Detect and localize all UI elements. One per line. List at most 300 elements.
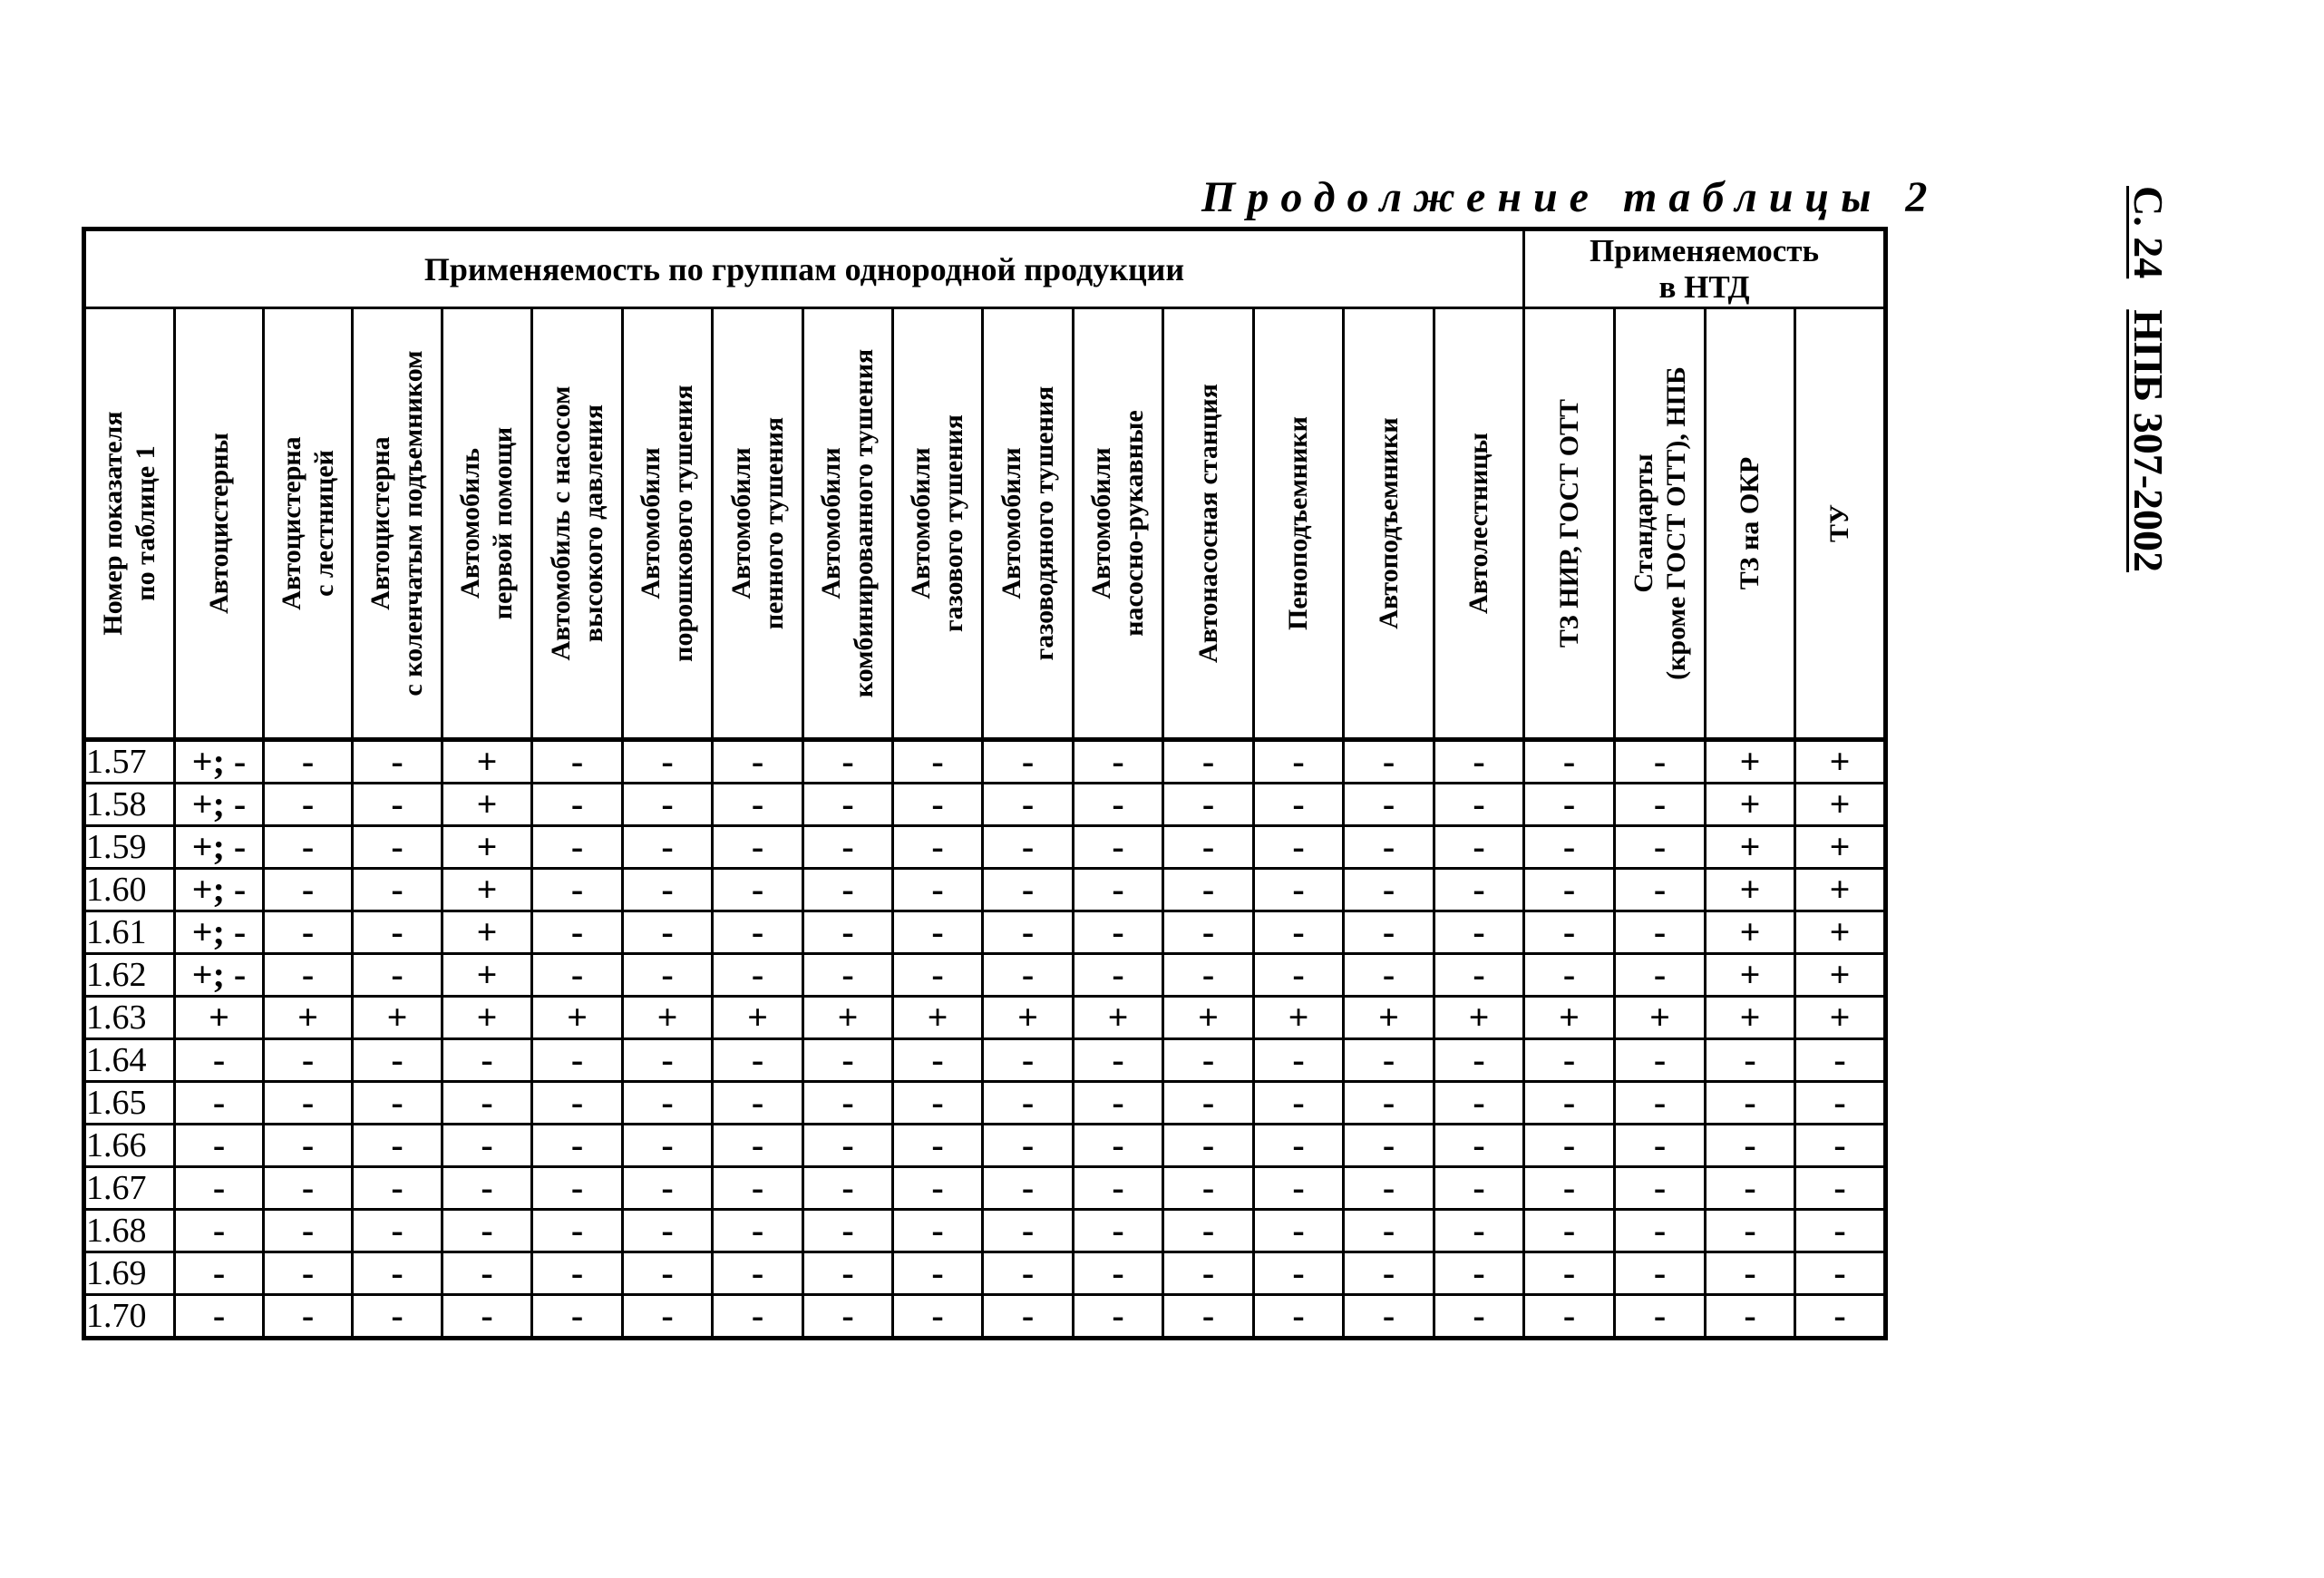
- applicability-cell: +: [713, 997, 803, 1039]
- applicability-cell: -: [713, 869, 803, 911]
- table-row: [84, 954, 1886, 997]
- column-header: [353, 308, 442, 740]
- column-header: [1074, 308, 1163, 740]
- applicability-cell: -: [1615, 740, 1706, 784]
- column-header-label: [1085, 315, 1151, 732]
- applicability-cell: -: [1615, 1082, 1706, 1125]
- column-header-label: [1553, 315, 1586, 732]
- applicability-cell: -: [353, 1082, 442, 1125]
- table-continuation-label: Продолжение таблицы 2: [1201, 173, 1940, 221]
- applicability-cell: -: [713, 1167, 803, 1210]
- column-header-line: Автомобили: [996, 447, 1026, 599]
- applicability-cell: -: [532, 869, 623, 911]
- column-header-label: [905, 315, 970, 732]
- column-header-label: [454, 315, 520, 732]
- applicability-cell: -: [264, 826, 353, 869]
- applicability-cell: -: [893, 869, 983, 911]
- applicability-cell: -: [264, 1252, 353, 1295]
- applicability-cell: -: [803, 1039, 893, 1082]
- column-header-line: первой помощи: [488, 426, 518, 620]
- applicability-cell: +: [893, 997, 983, 1039]
- applicability-cell: -: [983, 1125, 1074, 1167]
- column-header-line: Автомобиль: [455, 448, 485, 599]
- applicability-cell: -: [1344, 1252, 1434, 1295]
- applicability-cell: -: [1434, 1039, 1524, 1082]
- indicator-number: 1.66: [84, 1125, 175, 1167]
- applicability-cell: -: [1795, 1082, 1886, 1125]
- indicator-number: 1.59: [84, 826, 175, 869]
- applicability-cell: -: [713, 1039, 803, 1082]
- applicability-cell: -: [623, 1252, 713, 1295]
- applicability-cell: -: [1524, 740, 1615, 784]
- applicability-cell: -: [442, 1295, 532, 1339]
- applicability-cell: -: [353, 740, 442, 784]
- applicability-cell: -: [532, 740, 623, 784]
- applicability-cell: +: [1706, 911, 1795, 954]
- applicability-cell: -: [1074, 869, 1163, 911]
- applicability-cell: -: [1524, 1125, 1615, 1167]
- applicability-cell: -: [1524, 1252, 1615, 1295]
- applicability-cell: -: [1254, 1082, 1344, 1125]
- applicability-cell: -: [1344, 1210, 1434, 1252]
- applicability-cell: -: [1163, 1082, 1254, 1125]
- column-header-line: комбинированного тушения: [849, 348, 879, 698]
- applicability-cell: +: [1706, 784, 1795, 826]
- applicability-cell: -: [1254, 1295, 1344, 1339]
- applicability-cell: +: [1344, 997, 1434, 1039]
- column-header-label: [635, 315, 700, 732]
- applicability-cell: -: [1434, 740, 1524, 784]
- indicator-number: 1.58: [84, 784, 175, 826]
- column-header-line: Автомобили: [906, 447, 936, 599]
- applicability-cell: -: [264, 1295, 353, 1339]
- applicability-cell: +; -: [175, 740, 264, 784]
- applicability-cell: -: [1434, 826, 1524, 869]
- applicability-cell: -: [983, 954, 1074, 997]
- applicability-cell: -: [1074, 954, 1163, 997]
- applicability-cell: +: [1795, 784, 1886, 826]
- applicability-cell: -: [1434, 1252, 1524, 1295]
- applicability-cell: -: [623, 1125, 713, 1167]
- applicability-cell: -: [532, 1125, 623, 1167]
- applicability-cell: -: [1344, 826, 1434, 869]
- applicability-cell: -: [1434, 911, 1524, 954]
- column-header-line: Автоцистерна: [276, 436, 306, 610]
- applicability-cell: -: [803, 911, 893, 954]
- applicability-cell: -: [1344, 869, 1434, 911]
- applicability-cell: -: [893, 911, 983, 954]
- applicability-cell: -: [1163, 1167, 1254, 1210]
- applicability-cell: -: [1254, 1210, 1344, 1252]
- applicability-cell: -: [1795, 1252, 1886, 1295]
- ntd-header-line: в НТД: [1658, 268, 1750, 305]
- applicability-cell: -: [264, 954, 353, 997]
- applicability-cell: -: [983, 911, 1074, 954]
- column-header-label: [276, 315, 341, 732]
- applicability-cell: -: [1344, 1082, 1434, 1125]
- applicability-cell: -: [1344, 740, 1434, 784]
- applicability-cell: -: [1074, 1210, 1163, 1252]
- applicability-cell: -: [803, 784, 893, 826]
- applicability-cell: -: [442, 1210, 532, 1252]
- applicability-cell: -: [1254, 1039, 1344, 1082]
- applicability-cell: -: [893, 1295, 983, 1339]
- applicability-cell: -: [1074, 1125, 1163, 1167]
- column-header-label: [996, 315, 1061, 732]
- applicability-cell: -: [175, 1252, 264, 1295]
- applicability-cell: +: [803, 997, 893, 1039]
- applicability-cell: +: [442, 869, 532, 911]
- applicability-cell: -: [1163, 784, 1254, 826]
- ntd-applicability-header: [1524, 229, 1886, 308]
- indicator-number: 1.68: [84, 1210, 175, 1252]
- applicability-cell: -: [1254, 1167, 1344, 1210]
- applicability-cell: -: [532, 954, 623, 997]
- applicability-cell: -: [1524, 869, 1615, 911]
- applicability-cell: -: [1615, 1167, 1706, 1210]
- applicability-cell: -: [532, 1082, 623, 1125]
- indicator-number: 1.70: [84, 1295, 175, 1339]
- applicability-cell: -: [1524, 954, 1615, 997]
- applicability-cell: -: [175, 1167, 264, 1210]
- column-header-line: ТУ: [1824, 503, 1854, 543]
- applicability-cell: +: [1795, 997, 1886, 1039]
- applicability-cell: -: [713, 954, 803, 997]
- applicability-cell: -: [532, 1210, 623, 1252]
- applicability-cell: -: [353, 784, 442, 826]
- table-row: [84, 1039, 1886, 1082]
- applicability-cell: -: [803, 954, 893, 997]
- applicability-cell: -: [1163, 1125, 1254, 1167]
- applicability-cell: +: [983, 997, 1074, 1039]
- applicability-cell: -: [623, 1082, 713, 1125]
- applicability-cell: -: [1706, 1252, 1795, 1295]
- applicability-cell: -: [983, 826, 1074, 869]
- applicability-cell: -: [983, 1082, 1074, 1125]
- applicability-cell: +: [1795, 740, 1886, 784]
- applicability-cell: +: [1706, 869, 1795, 911]
- applicability-cell: -: [1074, 911, 1163, 954]
- column-header-line: Автонасосная станция: [1192, 384, 1223, 663]
- applicability-cell: +; -: [175, 784, 264, 826]
- applicability-cell: -: [1074, 1082, 1163, 1125]
- applicability-cell: -: [1163, 1252, 1254, 1295]
- applicability-cell: -: [1254, 784, 1344, 826]
- page-mark: [2117, 186, 2181, 612]
- applicability-cell: -: [1434, 1210, 1524, 1252]
- applicability-cell: -: [1706, 1167, 1795, 1210]
- column-header: [1615, 308, 1706, 740]
- applicability-cell: -: [1163, 911, 1254, 954]
- column-header-line: Автоподъемники: [1373, 417, 1404, 629]
- applicability-cell: -: [1074, 1039, 1163, 1082]
- applicability-cell: -: [1163, 954, 1254, 997]
- column-header: [1434, 308, 1524, 740]
- applicability-cell: -: [803, 740, 893, 784]
- column-header-line: с лестницей: [308, 450, 339, 597]
- applicability-cell: -: [1254, 1252, 1344, 1295]
- column-header-line: Автолестницы: [1463, 433, 1493, 614]
- applicability-cell: -: [1254, 869, 1344, 911]
- table-row: [84, 740, 1886, 784]
- column-header-label: [1373, 315, 1405, 732]
- applicability-cell: -: [532, 1295, 623, 1339]
- applicability-cell: +: [1706, 954, 1795, 997]
- table-body: [84, 740, 1886, 1339]
- applicability-cell: -: [1706, 1039, 1795, 1082]
- applicability-cell: -: [623, 784, 713, 826]
- applicability-cell: -: [803, 1252, 893, 1295]
- applicability-cell: -: [532, 1039, 623, 1082]
- applicability-cell: -: [264, 1125, 353, 1167]
- column-header-line: Стандарты: [1628, 453, 1658, 593]
- column-header-label: [815, 315, 880, 732]
- applicability-cell: -: [1344, 784, 1434, 826]
- applicability-cell: -: [1524, 1167, 1615, 1210]
- applicability-cell: -: [893, 954, 983, 997]
- applicability-cell: -: [1795, 1210, 1886, 1252]
- applicability-cell: +: [1795, 826, 1886, 869]
- column-header: [1706, 308, 1795, 740]
- applicability-cell: -: [353, 1039, 442, 1082]
- indicator-number: 1.67: [84, 1167, 175, 1210]
- applicability-cell: -: [532, 784, 623, 826]
- applicability-cell: +: [442, 954, 532, 997]
- applicability-cell: -: [1074, 740, 1163, 784]
- applicability-cell: -: [1524, 911, 1615, 954]
- applicability-cell: -: [353, 1125, 442, 1167]
- document-code: НПБ 307-2002: [2125, 309, 2173, 573]
- column-header-line: (кроме ГОСТ ОТТ), НПБ: [1660, 366, 1691, 680]
- applicability-cell: +: [442, 911, 532, 954]
- applicability-cell: -: [353, 1252, 442, 1295]
- applicability-cell: +; -: [175, 911, 264, 954]
- indicator-number: 1.60: [84, 869, 175, 911]
- applicability-cell: -: [532, 911, 623, 954]
- applicability-cell: +; -: [175, 869, 264, 911]
- indicator-number: 1.65: [84, 1082, 175, 1125]
- applicability-cell: -: [353, 954, 442, 997]
- applicability-cell: +; -: [175, 954, 264, 997]
- applicability-cell: -: [983, 1210, 1074, 1252]
- applicability-cell: -: [983, 869, 1074, 911]
- applicability-cell: -: [623, 869, 713, 911]
- applicability-cell: -: [1615, 1252, 1706, 1295]
- applicability-cell: -: [1706, 1295, 1795, 1339]
- column-header-line: порошкового тушения: [668, 385, 698, 662]
- page-number: С. 24: [2125, 186, 2173, 279]
- applicability-cell: -: [264, 869, 353, 911]
- table-row: [84, 1125, 1886, 1167]
- indicator-number: 1.62: [84, 954, 175, 997]
- applicability-cell: +; -: [175, 826, 264, 869]
- table-column-header-row: [84, 308, 1886, 740]
- applicability-cell: -: [1163, 826, 1254, 869]
- applicability-cell: -: [803, 1295, 893, 1339]
- column-header: [84, 308, 175, 740]
- column-header-line: Автоцистерна: [365, 436, 395, 610]
- applicability-cell: +: [1163, 997, 1254, 1039]
- applicability-cell: -: [1163, 1295, 1254, 1339]
- applicability-cell: +: [1434, 997, 1524, 1039]
- applicability-cell: -: [893, 1039, 983, 1082]
- table-row: [84, 1082, 1886, 1125]
- applicability-cell: -: [803, 1210, 893, 1252]
- applicability-cell: -: [1344, 1039, 1434, 1082]
- applicability-cell: -: [983, 1039, 1074, 1082]
- table-group-header-row: [84, 229, 1886, 308]
- applicability-cell: -: [983, 1252, 1074, 1295]
- applicability-cell: -: [623, 826, 713, 869]
- applicability-cell: -: [1795, 1167, 1886, 1210]
- applicability-cell: -: [264, 1210, 353, 1252]
- applicability-cell: -: [1434, 1125, 1524, 1167]
- column-header-line: по таблице 1: [131, 445, 160, 601]
- column-header-line: Автомобили: [1086, 447, 1116, 599]
- applicability-cell: -: [983, 740, 1074, 784]
- column-header-label: [203, 315, 236, 732]
- applicability-cell: +: [1795, 954, 1886, 997]
- applicability-cell: +: [532, 997, 623, 1039]
- applicability-cell: +: [1795, 869, 1886, 911]
- applicability-cell: -: [1254, 954, 1344, 997]
- column-header: [264, 308, 353, 740]
- applicability-cell: -: [803, 1125, 893, 1167]
- applicability-cell: -: [532, 1167, 623, 1210]
- applicability-cell: -: [353, 826, 442, 869]
- applicability-cell: -: [1615, 1039, 1706, 1082]
- applicability-cell: -: [623, 740, 713, 784]
- applicability-cell: -: [1795, 1039, 1886, 1082]
- applicability-cell: -: [1795, 1295, 1886, 1339]
- column-header-line: ТЗ НИР, ГОСТ ОТТ: [1553, 398, 1584, 648]
- table-row: [84, 784, 1886, 826]
- applicability-cell: -: [264, 1167, 353, 1210]
- applicability-cell: +: [442, 826, 532, 869]
- indicator-number: 1.69: [84, 1252, 175, 1295]
- applicability-cell: -: [1074, 1167, 1163, 1210]
- applicability-cell: -: [264, 784, 353, 826]
- applicability-cell: -: [983, 784, 1074, 826]
- applicability-cell: +: [623, 997, 713, 1039]
- applicability-cell: -: [1254, 911, 1344, 954]
- applicability-cell: +: [442, 997, 532, 1039]
- applicability-cell: -: [353, 911, 442, 954]
- column-header-line: насосно-рукавные: [1119, 410, 1149, 637]
- applicability-cell: -: [893, 1210, 983, 1252]
- applicability-cell: -: [1074, 784, 1163, 826]
- applicability-cell: -: [1524, 784, 1615, 826]
- applicability-cell: -: [713, 1210, 803, 1252]
- applicability-cell: -: [1434, 869, 1524, 911]
- applicability-cell: -: [1706, 1125, 1795, 1167]
- applicability-cell: -: [1524, 826, 1615, 869]
- applicability-cell: -: [1615, 869, 1706, 911]
- applicability-cell: -: [353, 1295, 442, 1339]
- applicability-cell: -: [1254, 1125, 1344, 1167]
- applicability-cell: -: [893, 740, 983, 784]
- applicability-cell: -: [1074, 1295, 1163, 1339]
- applicability-cell: -: [983, 1295, 1074, 1339]
- applicability-cell: -: [1434, 1295, 1524, 1339]
- applicability-cell: +: [264, 997, 353, 1039]
- applicability-cell: -: [1615, 911, 1706, 954]
- applicability-cell: -: [713, 1252, 803, 1295]
- column-header-line: Автомобиль с насосом: [545, 385, 576, 661]
- column-header: [623, 308, 713, 740]
- applicability-cell: -: [1163, 1210, 1254, 1252]
- applicability-cell: -: [175, 1039, 264, 1082]
- applicability-cell: -: [623, 1210, 713, 1252]
- indicator-number: 1.57: [84, 740, 175, 784]
- column-header-label: [1282, 315, 1315, 732]
- indicator-number: 1.61: [84, 911, 175, 954]
- table-row: [84, 826, 1886, 869]
- column-header: [983, 308, 1074, 740]
- applicability-cell: -: [1344, 911, 1434, 954]
- column-header: [1163, 308, 1254, 740]
- applicability-cell: +: [1795, 911, 1886, 954]
- applicability-cell: +: [175, 997, 264, 1039]
- applicability-cell: -: [1344, 1295, 1434, 1339]
- applicability-cell: -: [803, 1167, 893, 1210]
- applicability-cell: -: [803, 869, 893, 911]
- column-header-line: газоводяного тушения: [1028, 385, 1059, 661]
- group-applicability-header: Применяемость по группам однородной продукции: [84, 229, 1524, 308]
- applicability-cell: -: [713, 784, 803, 826]
- applicability-cell: -: [1615, 1295, 1706, 1339]
- applicability-cell: -: [803, 1082, 893, 1125]
- column-header-line: Пеноподъемники: [1283, 416, 1313, 630]
- applicability-cell: -: [1706, 1082, 1795, 1125]
- applicability-cell: -: [1163, 869, 1254, 911]
- column-header: [1344, 308, 1434, 740]
- table-row: [84, 869, 1886, 911]
- table-row: [84, 1167, 1886, 1210]
- applicability-cell: -: [1163, 740, 1254, 784]
- column-header-label: [1628, 315, 1693, 732]
- applicability-cell: -: [1254, 826, 1344, 869]
- column-header: [1524, 308, 1615, 740]
- column-header-label: [545, 315, 610, 732]
- applicability-cell: -: [175, 1295, 264, 1339]
- applicability-cell: +: [1706, 740, 1795, 784]
- column-header-label: [1823, 315, 1856, 732]
- column-header: [1254, 308, 1344, 740]
- column-header-line: с коленчатым подъемником: [398, 350, 428, 696]
- applicability-cell: -: [353, 869, 442, 911]
- table-row: [84, 911, 1886, 954]
- indicator-number: 1.63: [84, 997, 175, 1039]
- applicability-cell: +: [1254, 997, 1344, 1039]
- column-header: [532, 308, 623, 740]
- applicability-cell: -: [442, 1039, 532, 1082]
- applicability-cell: -: [175, 1082, 264, 1125]
- applicability-cell: -: [264, 740, 353, 784]
- applicability-cell: -: [442, 1082, 532, 1125]
- applicability-cell: +: [353, 997, 442, 1039]
- applicability-cell: -: [1344, 1167, 1434, 1210]
- applicability-cell: -: [264, 911, 353, 954]
- applicability-cell: -: [713, 740, 803, 784]
- column-header-label: [1192, 315, 1225, 732]
- table-row: [84, 997, 1886, 1039]
- applicability-cell: -: [532, 826, 623, 869]
- applicability-cell: -: [442, 1167, 532, 1210]
- applicability-cell: -: [1524, 1082, 1615, 1125]
- column-header-line: ТЗ на ОКР: [1735, 456, 1765, 590]
- applicability-cell: -: [532, 1252, 623, 1295]
